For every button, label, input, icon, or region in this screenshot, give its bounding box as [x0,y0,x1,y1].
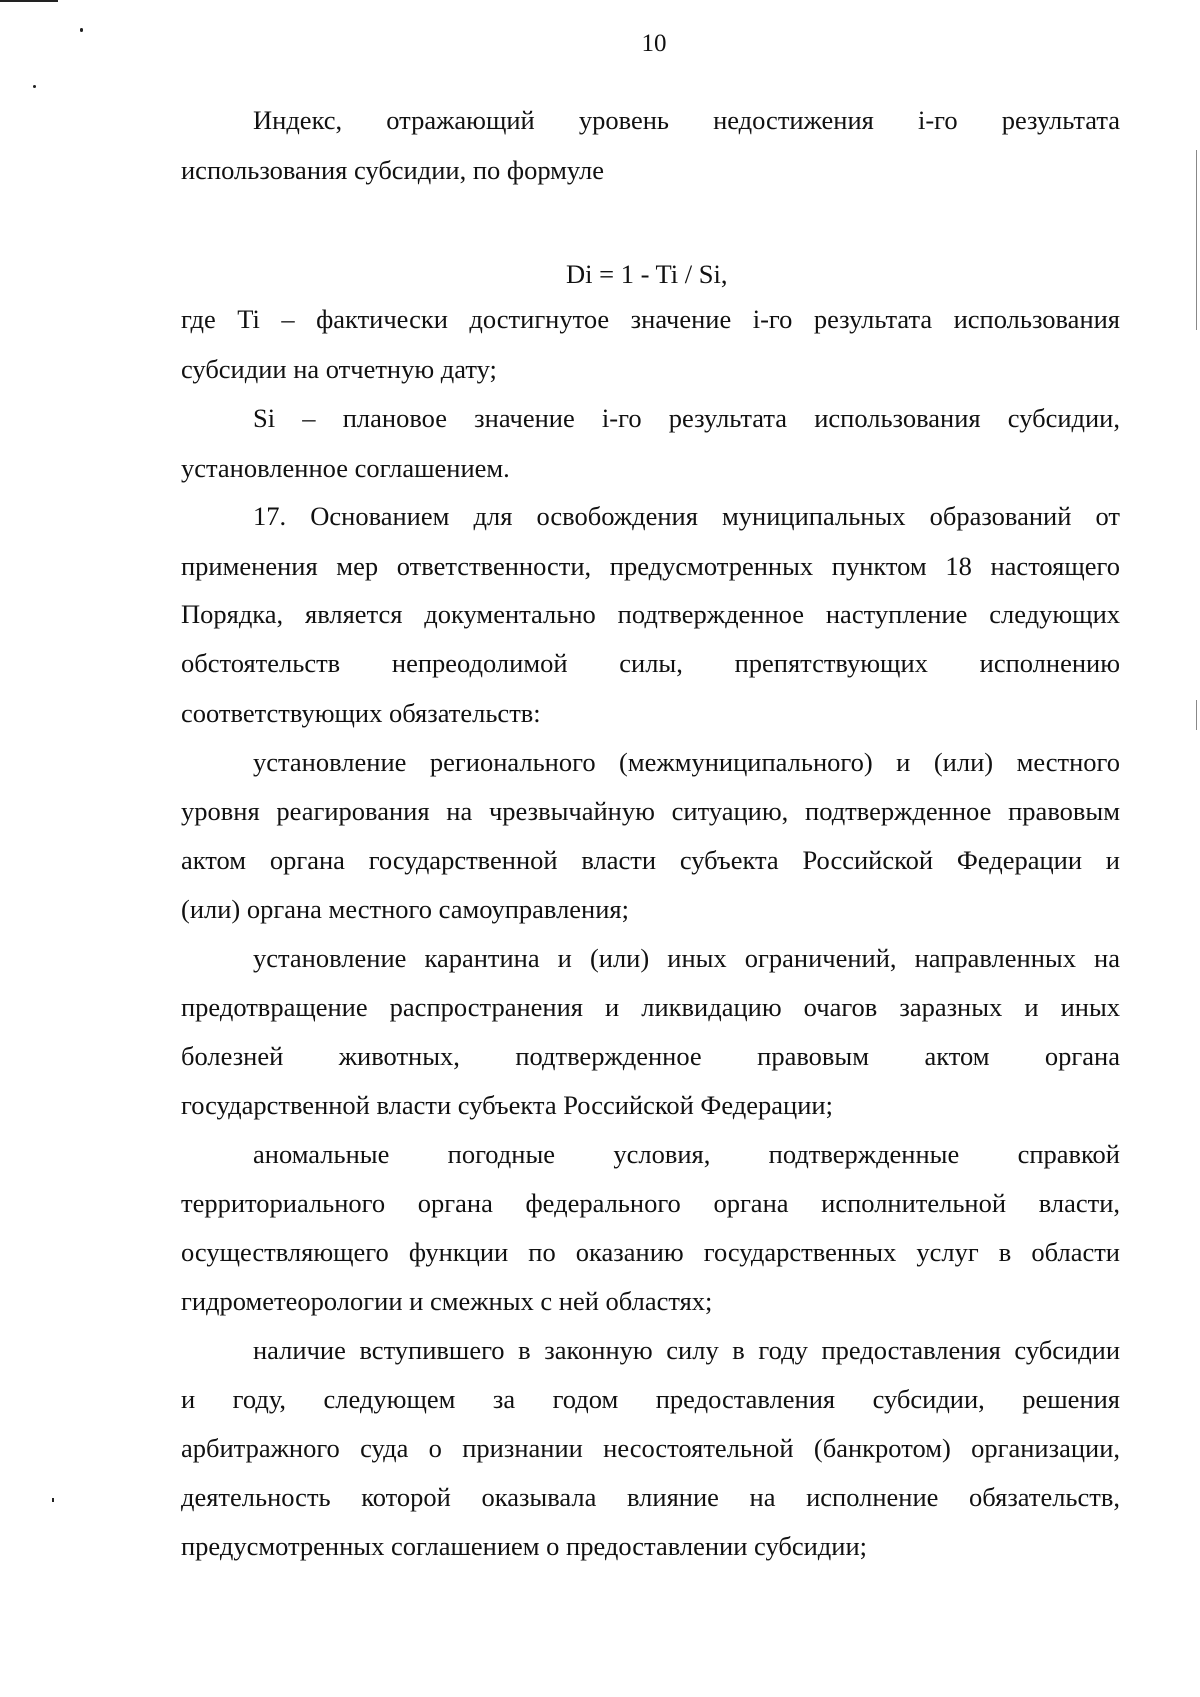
paragraph-8-line-1: наличие вступившего в законную силу в году предоставления субсидии [253,1335,1120,1365]
paragraph-4-line-3: Порядка, является документально подтвержденное наступление следующих [181,599,1120,629]
paragraph-4-line-2: применения мер ответственности, предусмотренных пунктом 18 настоящего [181,551,1120,581]
page-number: 10 [641,30,667,57]
paragraph-3-line-2: установленное соглашением. [181,453,510,483]
paragraph-6-line-4: государственной власти субъекта Российской Федерации; [181,1090,833,1120]
paragraph-1-line-1: Индекс, отражающий уровень недостижения i-го результата [253,105,1120,135]
paragraph-6-line-3: болезней животных, подтвержденное правовым актом органа [181,1041,1120,1071]
paragraph-5-line-2: уровня реагирования на чрезвычайную ситуацию, подтвержденное правовым [181,796,1120,826]
paragraph-8-line-4: деятельность которой оказывала влияние на исполнение обязательств, [181,1482,1120,1512]
paragraph-6-line-1: установление карантина и (или) иных ограничений, направленных на [253,943,1120,973]
paragraph-1-line-2: использования субсидии, по формуле [181,155,605,185]
paragraph-8-line-5: предусмотренных соглашением о предоставлении субсидии; [181,1531,867,1561]
paragraph-7-line-3: осуществляющего функции по оказанию государственных услуг в области [181,1237,1120,1267]
paragraph-3-line-1: Si – плановое значение i-го результата использования субсидии, [253,403,1120,433]
paragraph-7-line-4: гидрометеорологии и смежных с ней областях; [181,1286,713,1316]
scan-mark-top-left [0,0,58,2]
paragraph-7-line-2: территориального органа федерального органа исполнительной власти, [181,1188,1120,1218]
scan-edge-right [1196,700,1197,730]
formula: Di = 1 - Ti / Si, [566,259,728,289]
scan-edge-right [1196,150,1197,330]
paragraph-8-line-3: арбитражного суда о признании несостоятельной (банкротом) организации, [181,1433,1120,1463]
paragraph-5-line-4: (или) органа местного самоуправления; [181,894,629,924]
paragraph-7-line-1: аномальные погодные условия, подтвержденные справкой [253,1139,1120,1169]
paragraph-6-line-2: предотвращение распространения и ликвидацию очагов заразных и иных [181,992,1120,1022]
scan-dot [52,1498,54,1502]
paragraph-4-line-1: 17. Основанием для освобождения муниципальных образований от [253,501,1120,531]
paragraph-2-line-1: где Ti – фактически достигнутое значение i-го результата использования [181,304,1120,334]
paragraph-5-line-1: установление регионального (межмуниципального) и (или) местного [253,747,1120,777]
paragraph-8-line-2: и году, следующем за годом предоставления субсидии, решения [181,1384,1120,1414]
paragraph-2-line-2: субсидии на отчетную дату; [181,354,497,384]
paragraph-4-line-5: соответствующих обязательств: [181,698,541,728]
paragraph-5-line-3: актом органа государственной власти субъекта Российской Федерации и [181,845,1120,875]
paragraph-4-line-4: обстоятельств непреодолимой силы, препятствующих исполнению [181,648,1120,678]
scan-dot [33,85,36,88]
